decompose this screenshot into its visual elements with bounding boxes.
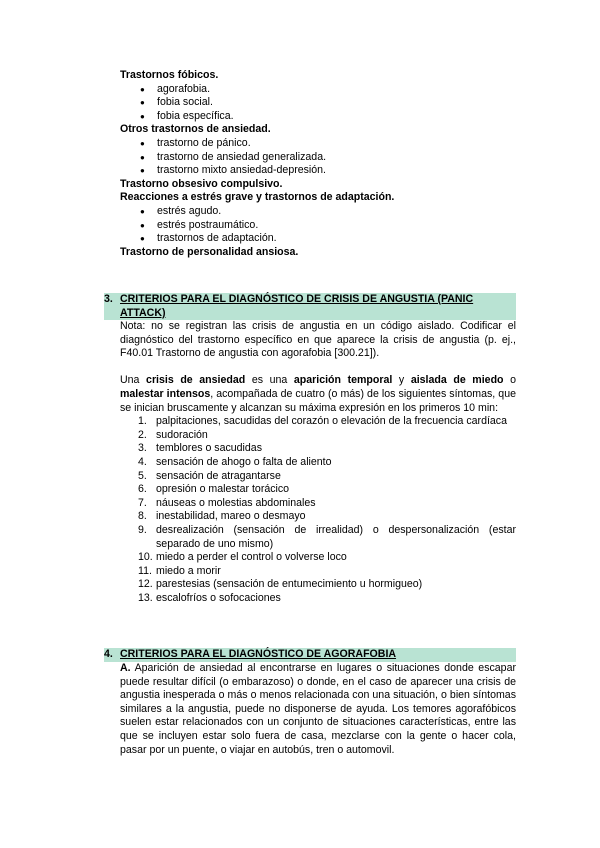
symptom-text: temblores o sacudidas: [156, 442, 262, 455]
symptom-item: [120, 483, 516, 497]
section-4-heading: [104, 648, 516, 662]
list-item: ● trastornos de adaptación.: [120, 232, 516, 246]
symptom-item: [120, 551, 516, 565]
symptom-number: 10.: [138, 551, 153, 564]
intro-text: , acompañada de cuatro (o más) de los siguientes síntomas, que se inician bruscamente y alcanzan su máxima expresión en los primeros 10 min:: [120, 387, 516, 414]
group-items-other-anxiety: [120, 137, 516, 178]
symptom-item: [120, 578, 516, 592]
section-3-intro: [120, 374, 516, 415]
criterion-text: Aparición de ansiedad al encontrarse en lugares o situaciones donde escapar puede resultar difícil (o embarazoso) o donde, en el caso de aparecer una crisis de angustia inesperada o más o menos relacionada con una situación, o bien síntomas similares a la angustia, puede no disponerse de ayuda. Los temores agorafóbicos suelen estar relacionados con un conjunto de situaciones características, entre las que se incluyen estar solo fuera de casa, mezclarse con la gente o hacer cola, pasar por un puente, o viajar en autobús, tren o automovil.: [120, 662, 516, 756]
symptom-item: [120, 524, 516, 551]
symptom-item: [120, 497, 516, 511]
intro-text: y: [392, 374, 411, 387]
symptom-number: 3.: [138, 442, 147, 455]
section-3-body: [120, 320, 516, 605]
disorder-classification-list: [120, 69, 516, 259]
symptom-text: parestesias (sensación de entumecimiento u hormigueo): [156, 578, 423, 591]
symptom-number: 5.: [138, 469, 147, 482]
intro-text: o: [503, 374, 517, 387]
intro-text: es una: [245, 374, 294, 387]
symptom-number: 8.: [138, 510, 147, 523]
list-item: ● trastorno mixto ansiedad-depresión.: [120, 164, 516, 178]
symptom-text: miedo a perder el control o volverse loco: [156, 551, 347, 564]
group-heading-stress: Reacciones a estrés grave y trastornos de adaptación.: [120, 191, 395, 204]
symptom-item: [120, 456, 516, 470]
symptom-text: palpitaciones, sacudidas del corazón o elevación de la frecuencia cardíaca: [156, 415, 507, 428]
symptom-number: 12.: [138, 578, 153, 591]
section-4-body: [120, 662, 516, 757]
section-3-heading: [104, 293, 516, 320]
intro-bold: aparición temporal: [293, 374, 393, 387]
symptom-item: [120, 470, 516, 484]
symptom-text: sudoración: [156, 428, 208, 441]
symptom-number: 6.: [138, 483, 147, 496]
symptom-number: 1.: [138, 415, 147, 428]
list-item: ● estrés postraumático.: [120, 219, 516, 233]
symptom-text: sensación de ahogo o falta de aliento: [156, 455, 332, 468]
intro-bold: aislada de miedo: [410, 374, 504, 387]
symptom-item: [120, 429, 516, 443]
section-4-number: 4.: [104, 648, 113, 660]
symptom-text: sensación de atragantarse: [156, 469, 281, 482]
list-item: ● agorafobia.: [120, 83, 516, 97]
symptom-number: 13.: [138, 591, 153, 604]
list-item: ● trastorno de pánico.: [120, 137, 516, 151]
section-3-title: CRITERIOS PARA EL DIAGNÓSTICO DE CRISIS DE ANGUSTIA (PANIC ATTACK): [120, 293, 474, 319]
symptom-list: [120, 415, 516, 605]
symptom-item: [120, 592, 516, 606]
group-heading-personality: Trastorno de personalidad ansiosa.: [120, 245, 299, 258]
symptom-text: escalofríos o sofocaciones: [156, 591, 281, 604]
intro-bold: crisis de ansiedad: [146, 374, 246, 387]
symptom-text: opresión o malestar torácico: [156, 483, 290, 496]
list-item: ● fobia específica.: [120, 110, 516, 124]
symptom-item: [120, 442, 516, 456]
symptom-number: 2.: [138, 428, 147, 441]
symptom-item: [120, 565, 516, 579]
group-items-phobic: [120, 83, 516, 124]
symptom-text: desrealización (sensación de irrealidad) o despersonalización (estar separado de uno mismo): [156, 523, 516, 550]
symptom-number: 11.: [138, 564, 152, 577]
symptom-number: 4.: [138, 455, 147, 468]
criterion-label: A.: [120, 662, 131, 674]
group-heading-ocd: Trastorno obsesivo compulsivo.: [120, 177, 283, 190]
list-item: ● estrés agudo.: [120, 205, 516, 219]
list-item: ● fobia social.: [120, 96, 516, 110]
symptom-number: 7.: [138, 496, 147, 509]
intro-text: Una: [120, 374, 147, 387]
symptom-text: náuseas o molestias abdominales: [156, 496, 316, 509]
section-3-number: 3.: [104, 293, 113, 305]
symptom-item: [120, 415, 516, 429]
intro-bold: malestar intensos: [120, 387, 211, 400]
list-item: ● trastorno de ansiedad generalizada.: [120, 151, 516, 165]
section-4-title: CRITERIOS PARA EL DIAGNÓSTICO DE AGORAFOBIA: [120, 648, 397, 660]
symptom-text: miedo a morir: [156, 564, 221, 577]
section-3-note: Nota: no se registran las crisis de angustia en un código aislado. Codificar el diagnóstico del trastorno específico en que aparece la crisis de angustia (p. ej., F40.01 Trastorno de angustia con agorafobia [300.21]).: [120, 320, 516, 360]
group-items-stress: [120, 205, 516, 246]
group-heading-phobic: Trastornos fóbicos.: [120, 69, 219, 81]
symptom-text: inestabilidad, mareo o desmayo: [156, 510, 306, 523]
symptom-item: [120, 510, 516, 524]
group-heading-other-anxiety: Otros trastornos de ansiedad.: [120, 123, 271, 136]
symptom-number: 9.: [138, 523, 147, 536]
